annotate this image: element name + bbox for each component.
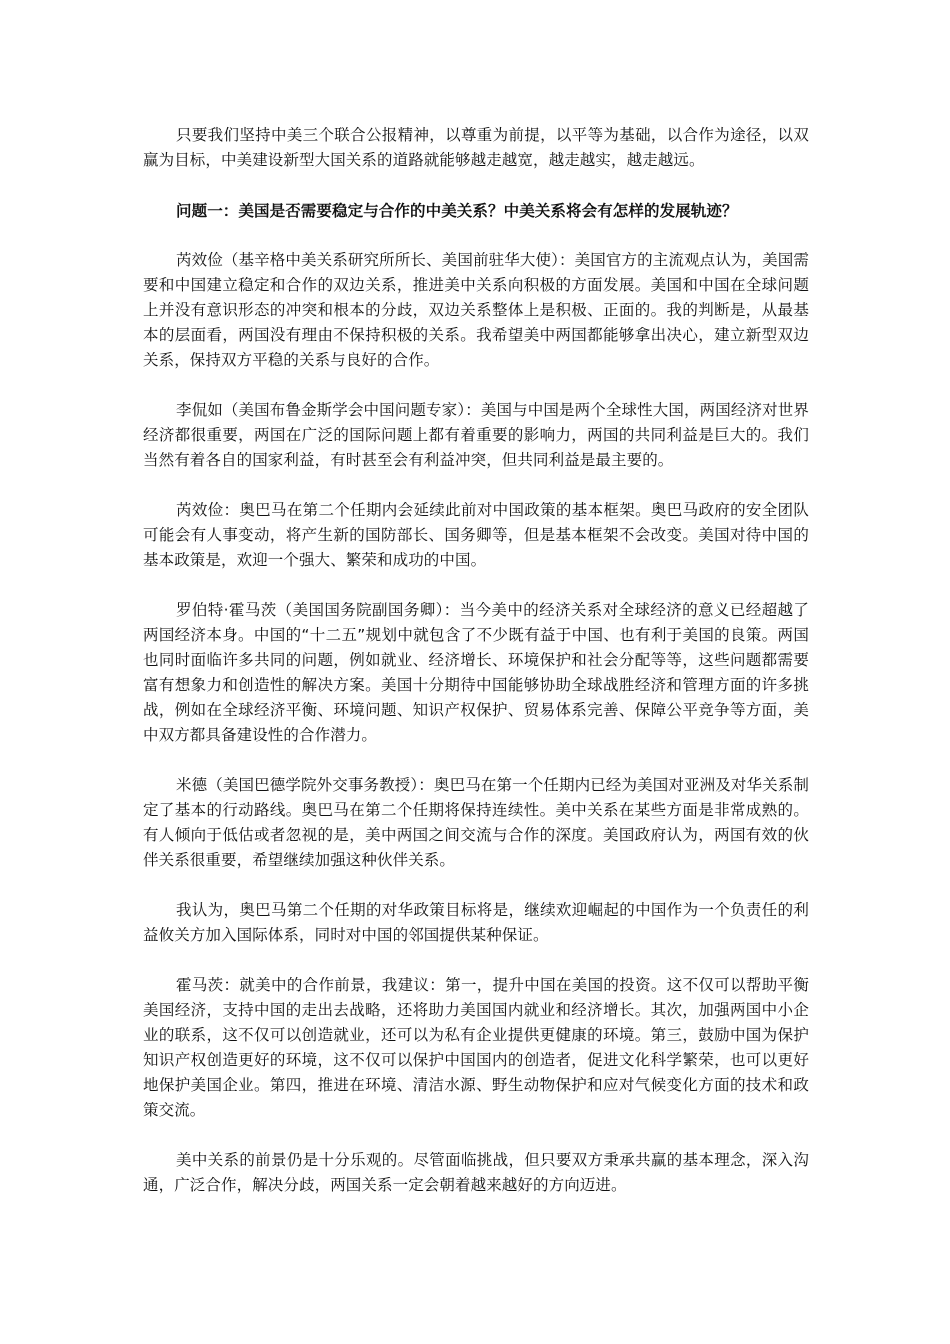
- question-heading: 问题一：美国是否需要稳定与合作的中美关系？中美关系将会有怎样的发展轨迹？: [176, 202, 738, 220]
- paragraph-roy-2: 芮效俭：奥巴马在第二个任期内会延续此前对中国政策的基本框架。奥巴马政府的安全团队可能会有人事变动，将产生新的国防部长、国务卿等，但是基本框架不会改变。美国对待中国的基本政策是，欢迎一个强大、繁荣和成功的中国。: [143, 501, 809, 569]
- paragraph-lieberthal: 李侃如（美国布鲁金斯学会中国问题专家）：美国与中国是两个全球性大国，两国经济对世界经济都很重要，两国在广泛的国际问题上都有着重要的影响力，两国的共同利益是巨大的。我们当然有着各自的国家利益，有时甚至会有利益冲突，但共同利益是最主要的。: [143, 401, 809, 469]
- paragraph-conclusion: 美中关系的前景仍是十分乐观的。尽管面临挑战，但只要双方秉承共赢的基本理念，深入沟通，广泛合作，解决分歧，两国关系一定会朝着越来越好的方向迈进。: [143, 1151, 809, 1194]
- paragraph-hormats-2: 霍马茨：就美中的合作前景，我建议：第一，提升中国在美国的投资。这不仅可以帮助平衡美国经济，支持中国的走出去战略，还将助力美国国内就业和经济增长。其次，加强两国中小企业的联系，这不仅可以创造就业，还可以为私有企业提供更健康的环境。第三，鼓励中国为保护知识产权创造更好的环境，这不仅可以保护中国国内的创造者，促进文化科学繁荣，也可以更好地保护美国企业。第四，推进在环境、清洁水源、野生动物保护和应对气候变化方面的技术和政策交流。: [143, 976, 809, 1119]
- paragraph-mead-1: 米德（美国巴德学院外交事务教授）：奥巴马在第一个任期内已经为美国对亚洲及对华关系制定了基本的行动路线。奥巴马在第二个任期将保持连续性。美中关系在某些方面是非常成熟的。有人倾向于低估或者忽视的是，美中两国之间交流与合作的深度。美国政府认为，两国有效的伙伴关系很重要，希望继续加强这种伙伴关系。: [143, 776, 809, 869]
- document-body: [143, 123, 809, 1198]
- paragraph-intro: 只要我们坚持中美三个联合公报精神，以尊重为前提，以平等为基础，以合作为途径，以双赢为目标，中美建设新型大国关系的道路就能够越走越宽，越走越实，越走越远。: [143, 126, 809, 169]
- paragraph-roy-1: 芮效俭（基辛格中美关系研究所所长、美国前驻华大使）：美国官方的主流观点认为，美国需要和中国建立稳定和合作的双边关系，推进美中关系向积极的方面发展。美国和中国在全球问题上并没有意识形态的冲突和根本的分歧，双边关系整体上是积极、正面的。我的判断是，从最基本的层面看，两国没有理由不保持积极的关系。我希望美中两国都能够拿出决心，建立新型双边关系，保持双方平稳的关系与良好的合作。: [143, 251, 809, 369]
- paragraph-mead-2: 我认为，奥巴马第二个任期的对华政策目标将是，继续欢迎崛起的中国作为一个负责任的利益攸关方加入国际体系，同时对中国的邻国提供某种保证。: [143, 901, 809, 944]
- paragraph-hormats-1: 罗伯特·霍马茨（美国国务院副国务卿）：当今美中的经济关系对全球经济的意义已经超越了两国经济本身。中国的“十二五”规划中就包含了不少既有益于中国、也有利于美国的良策。两国也同时面临许多共同的问题，例如就业、经济增长、环境保护和社会分配等等，这些问题都需要富有想象力和创造性的解决方案。美国十分期待中国能够协助全球战胜经济和管理方面的许多挑战，例如在全球经济平衡、环境问题、知识产权保护、贸易体系完善、保障公平竞争等方面，美中双方都具备建设性的合作潜力。: [143, 601, 809, 744]
